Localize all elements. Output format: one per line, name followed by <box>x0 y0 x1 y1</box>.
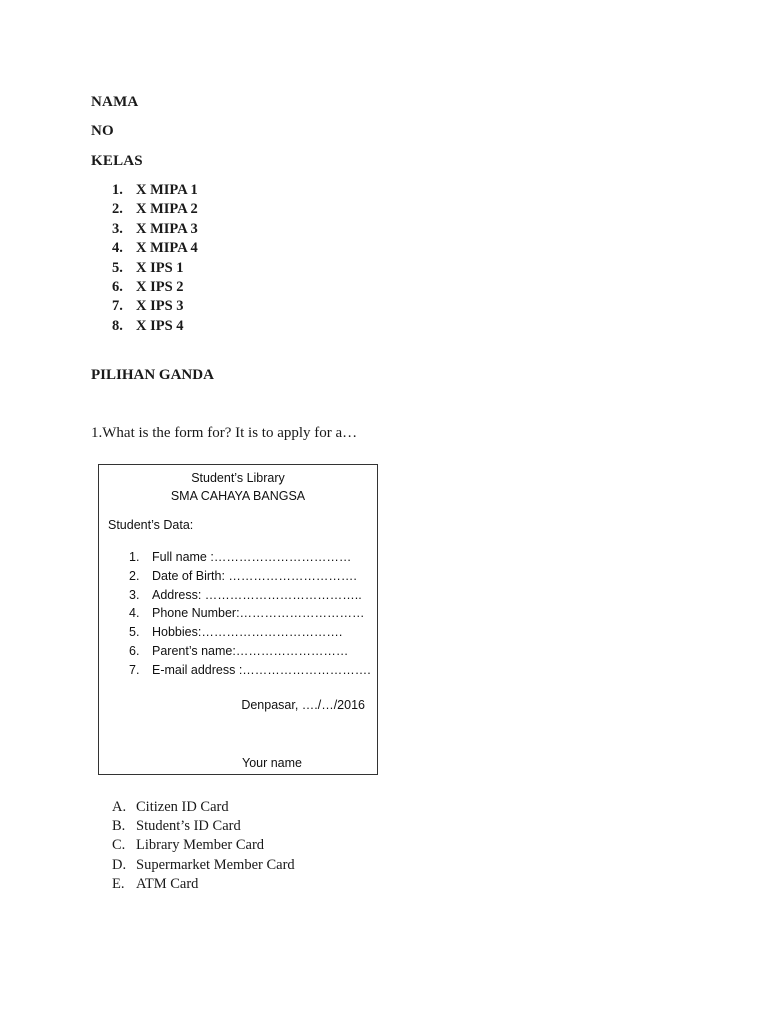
form-field-item <box>129 586 371 605</box>
list-item <box>112 278 198 297</box>
list-item-number: 1. <box>112 182 123 198</box>
form-field-number: 2. <box>129 568 140 583</box>
form-field-list <box>129 548 371 680</box>
form-field-item <box>129 642 371 661</box>
list-item-label: X IPS 3 <box>136 298 184 315</box>
option-text: Library Member Card <box>136 837 265 854</box>
list-item-number: 8. <box>112 317 123 334</box>
answer-option <box>112 856 295 875</box>
form-title-line2: SMA CAHAYA BANGSA <box>170 489 306 503</box>
form-field-number: 4. <box>129 606 140 621</box>
list-item-label: X IPS 1 <box>136 259 184 276</box>
list-item-label: X MIPA 1 <box>136 182 198 198</box>
option-text: ATM Card <box>136 875 199 892</box>
form-field-text: Parent’s name:……………………… <box>152 643 349 658</box>
question-text: 1.What is the form for? It is to apply for a… <box>91 425 358 441</box>
section-title: PILIHAN GANDA <box>91 367 214 383</box>
answer-option <box>112 875 295 894</box>
option-text: Citizen ID Card <box>136 799 229 815</box>
option-letter: C. <box>112 837 126 854</box>
list-item <box>112 200 198 219</box>
library-form-image <box>98 464 378 775</box>
answer-options <box>112 798 295 894</box>
option-letter: E. <box>112 875 125 892</box>
form-field-item <box>129 567 371 586</box>
list-item-label: X IPS 4 <box>136 317 184 334</box>
list-item-label: X IPS 2 <box>136 278 184 295</box>
form-field-text: Hobbies:……………………………. <box>152 625 343 640</box>
form-data-label: Student’s Data: <box>108 518 194 532</box>
list-item <box>112 181 198 200</box>
list-item <box>112 317 198 336</box>
list-item-number: 2. <box>112 201 123 218</box>
list-item <box>112 297 198 316</box>
form-field-number: 3. <box>129 587 140 602</box>
form-signature: Your name <box>242 756 302 770</box>
list-item <box>112 239 198 258</box>
answer-option <box>112 817 295 836</box>
list-item <box>112 259 198 278</box>
list-item-number: 5. <box>112 259 123 276</box>
list-item <box>112 220 198 239</box>
list-item-number: 6. <box>112 278 123 295</box>
form-field-text: Address: ……………………………….. <box>152 587 362 602</box>
answer-option <box>112 836 295 855</box>
form-field-number: 6. <box>129 643 140 658</box>
form-field-number: 5. <box>129 625 140 640</box>
form-field-text: Full name :…………………………… <box>152 550 352 564</box>
form-field-text: Phone Number:………………………… <box>152 606 365 621</box>
form-field-number: 1. <box>129 550 140 564</box>
option-text: Supermarket Member Card <box>136 856 295 873</box>
form-field-text: E-mail address :…………………………. <box>152 662 371 677</box>
option-letter: B. <box>112 818 126 835</box>
form-title-line1: Student’s Library <box>191 471 285 485</box>
nama-label: NAMA <box>91 94 139 110</box>
list-item-number: 3. <box>112 220 123 237</box>
form-field-number: 7. <box>129 662 140 677</box>
form-field-item <box>129 661 371 680</box>
form-field-item <box>129 623 371 642</box>
answer-option <box>112 798 295 817</box>
list-item-label: X MIPA 3 <box>136 220 198 237</box>
list-item-label: X MIPA 4 <box>136 240 198 257</box>
list-item-number: 4. <box>112 240 123 257</box>
form-field-text: Date of Birth: …………………………. <box>152 568 357 583</box>
option-letter: D. <box>112 856 127 873</box>
option-letter: A. <box>112 799 127 815</box>
option-text: Student’s ID Card <box>136 818 241 835</box>
no-label: NO <box>91 123 114 139</box>
form-field-item <box>129 548 371 567</box>
class-list <box>112 181 198 336</box>
list-item-label: X MIPA 2 <box>136 201 198 218</box>
form-date: Denpasar, …./…/2016 <box>241 698 365 712</box>
list-item-number: 7. <box>112 298 123 315</box>
form-field-item <box>129 604 371 623</box>
kelas-label: KELAS <box>91 153 143 169</box>
